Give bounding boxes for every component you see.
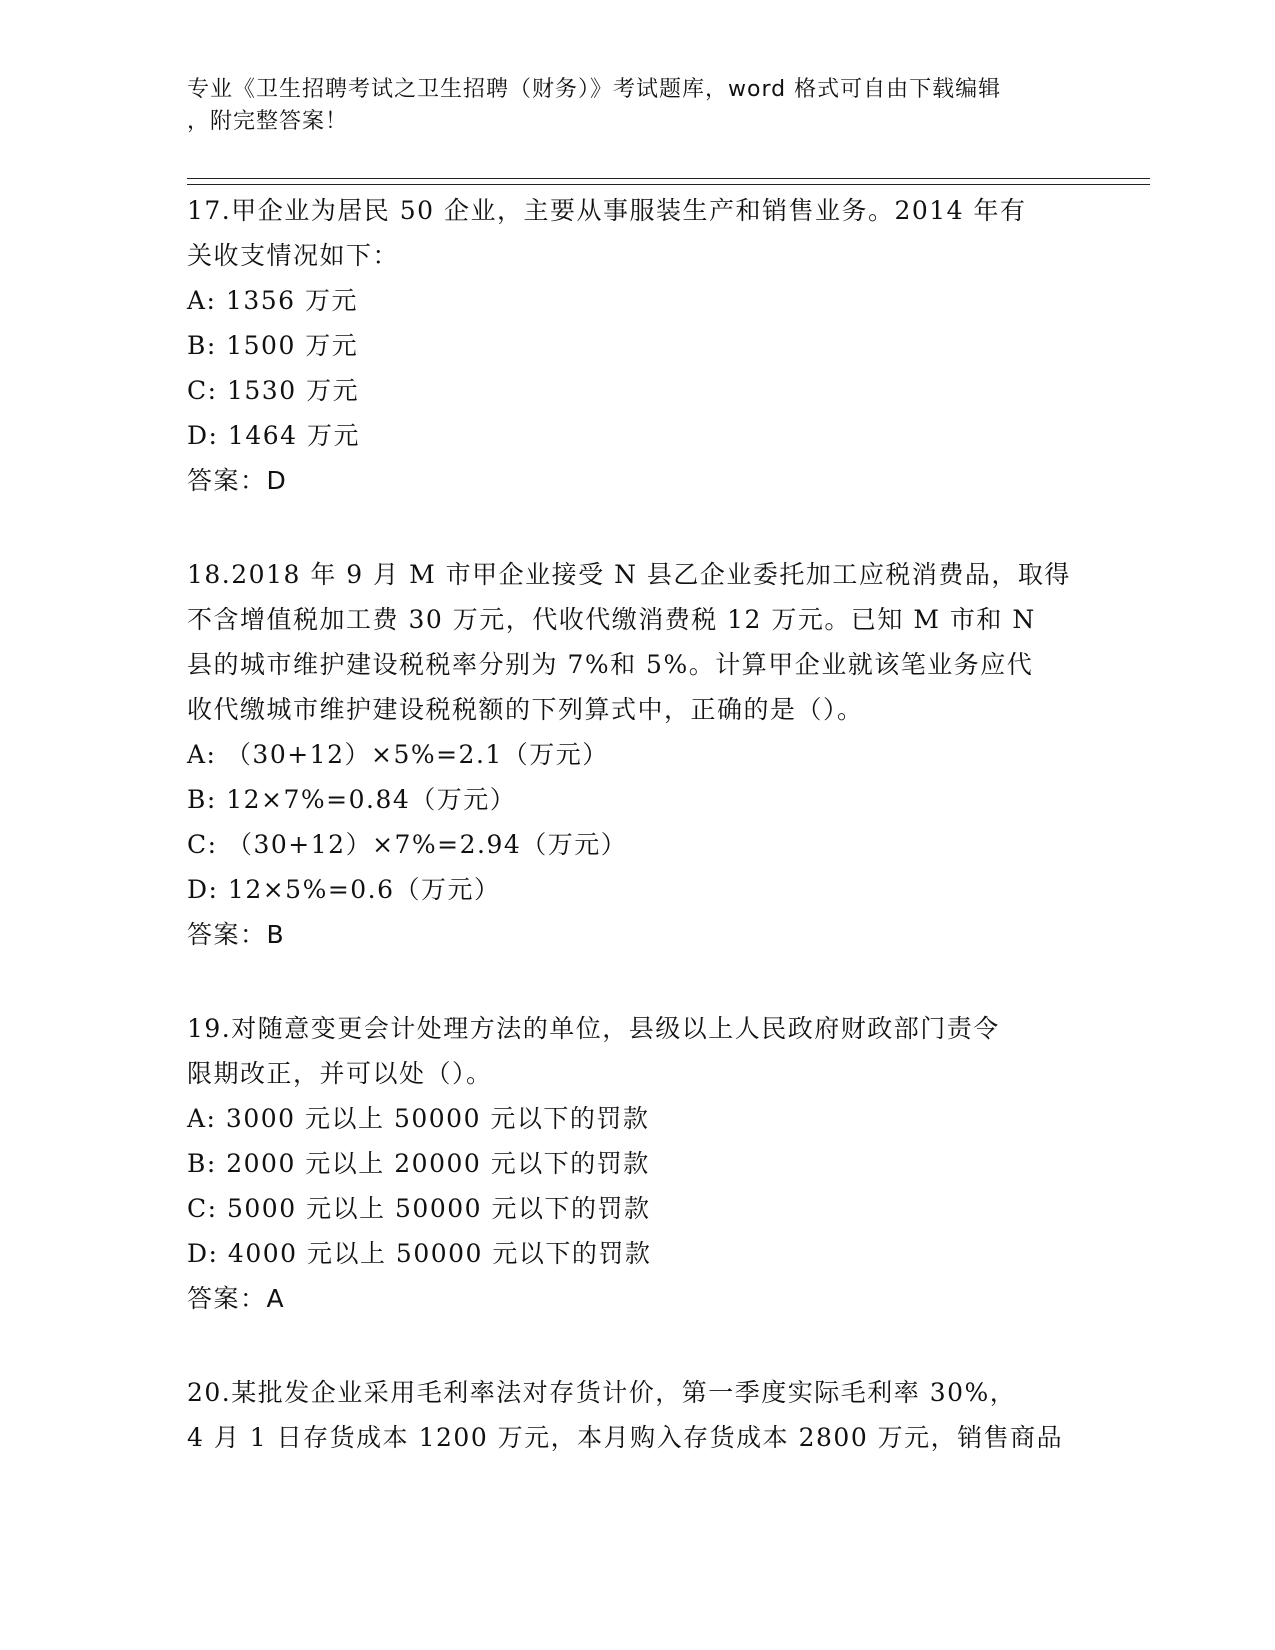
document-header [187, 74, 1087, 138]
question-17 [187, 188, 1087, 503]
header-divider-top [187, 178, 1150, 179]
question-stem-line: 18.2018 年 9 月 M 市甲企业接受 N 县乙企业委托加工应税消费品，取得 [187, 560, 1071, 589]
question-stem-line: 关收支情况如下： [187, 241, 400, 270]
question-19 [187, 1006, 1087, 1321]
question-20 [187, 1370, 1087, 1460]
question-stem-line: 20.某批发企业采用毛利率法对存货计价，第一季度实际毛利率 30%， [187, 1378, 1017, 1407]
option-a: A: 3000 元以上 50000 元以下的罚款 [187, 1104, 650, 1133]
option-a: A: （30+12）×5%=2.1（万元） [187, 740, 609, 769]
option-c: C: 5000 元以上 50000 元以下的罚款 [187, 1194, 651, 1223]
answer-line: 答案：A [187, 1284, 286, 1313]
header-divider-bottom [187, 184, 1150, 185]
question-stem-line: 19.对随意变更会计处理方法的单位，县级以上人民政府财政部门责令 [187, 1014, 1000, 1043]
question-stem-line: 不含增值税加工费 30 万元，代收代缴消费税 12 万元。已知 M 市和 N [187, 605, 1036, 634]
option-d: D: 4000 元以上 50000 元以下的罚款 [187, 1239, 652, 1268]
question-stem-line: 4 月 1 日存货成本 1200 万元，本月购入存货成本 2800 万元，销售商品 [187, 1423, 1064, 1452]
option-b: B: 12×7%=0.84（万元） [187, 785, 517, 814]
question-stem-line: 收代缴城市维护建设税税额的下列算式中，正确的是（）。 [187, 695, 864, 724]
option-d: D: 12×5%=0.6（万元） [187, 875, 501, 904]
question-stem-line: 17.甲企业为居民 50 企业，主要从事服装生产和销售业务。2014 年有 [187, 196, 1027, 225]
header-line-1: 专业《卫生招聘考试之卫生招聘（财务）》考试题库，word 格式可自由下载编辑 [187, 77, 1002, 102]
answer-line: 答案：B [187, 920, 286, 949]
question-stem-line: 限期改正，并可以处（）。 [187, 1059, 493, 1088]
option-d: D: 1464 万元 [187, 421, 360, 450]
header-line-2: ，附完整答案！ [187, 109, 349, 134]
option-a: A: 1356 万元 [187, 286, 358, 315]
option-b: B: 2000 元以上 20000 元以下的罚款 [187, 1149, 650, 1178]
option-c: C: 1530 万元 [187, 376, 360, 405]
answer-line: 答案：D [187, 466, 288, 495]
question-18 [187, 552, 1087, 957]
question-stem-line: 县的城市维护建设税税率分别为 7%和 5%。计算甲企业就该笔业务应代 [187, 650, 1034, 679]
option-c: C: （30+12）×7%=2.94（万元） [187, 830, 628, 859]
option-b: B: 1500 万元 [187, 331, 359, 360]
